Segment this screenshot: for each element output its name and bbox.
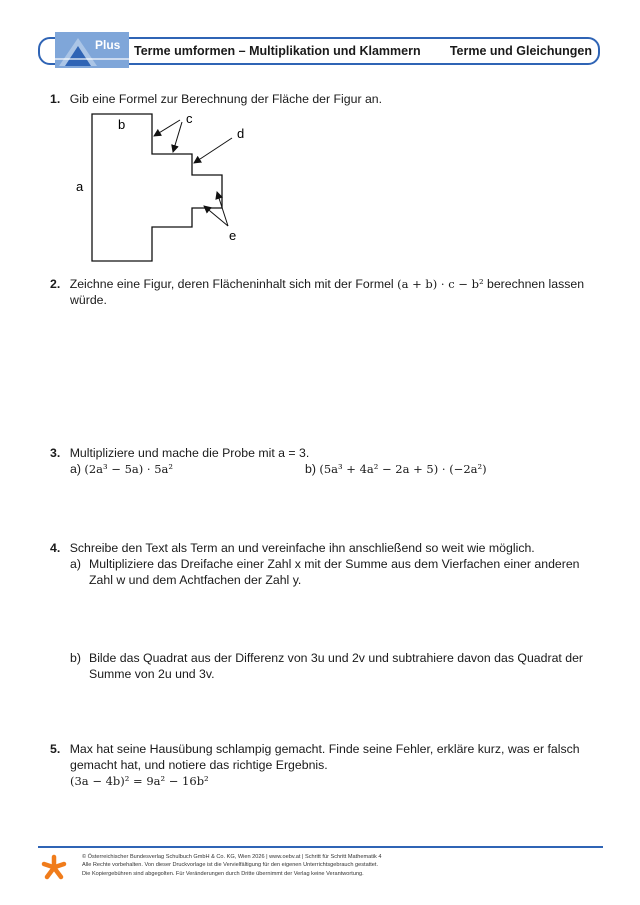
task-text: Multipliziere und mache die Probe mit a = 3. xyxy=(69,446,310,460)
page-title: Terme umformen – Multiplikation und Klammern xyxy=(134,44,421,58)
task-4b-line2: Summe von 2u und 3v. xyxy=(89,667,215,681)
publisher-icon xyxy=(40,853,68,881)
task-number: 2. xyxy=(50,277,61,291)
task-text: Gib eine Formel zur Berechnung der Fläche der Figur an. xyxy=(69,92,383,106)
label-a: a xyxy=(76,179,84,194)
task-number: 4. xyxy=(50,541,61,555)
task-2-line2: würde. xyxy=(70,293,107,307)
task-text-after: berechnen lassen xyxy=(486,277,585,291)
footer-text xyxy=(82,853,381,878)
arrow-c-2 xyxy=(173,122,182,152)
task-number: 5. xyxy=(50,742,61,756)
sub-formula: (5a³ + 4a² − 2a + 5) · (−2a²) xyxy=(319,462,487,476)
arrow-c-1 xyxy=(154,120,180,136)
arrow-d xyxy=(194,138,232,163)
footer-line-3: Die Kopiergebühren sind abgegolten. Für Veränderungen durch Dritte übernimmt der Verlag keine Verantwortung. xyxy=(82,870,364,877)
sub-label: a) xyxy=(70,462,81,476)
task-3 xyxy=(50,445,309,461)
task-3b xyxy=(305,461,487,477)
label-e: e xyxy=(229,228,237,243)
label-c: c xyxy=(186,111,193,126)
task-number: 1. xyxy=(50,92,61,106)
sub-label: b) xyxy=(305,462,316,476)
label-b: b xyxy=(118,117,126,132)
task-4a-label: a) xyxy=(70,557,81,571)
task-4a-line1: Multipliziere das Dreifache einer Zahl x mit der Summe aus dem Vierfachen einer anderen xyxy=(89,557,580,571)
task-5 xyxy=(50,741,580,757)
task-4 xyxy=(50,540,535,556)
page-topic: Terme und Gleichungen xyxy=(449,44,592,58)
task-1 xyxy=(50,91,382,107)
task-4b-label: b) xyxy=(70,651,81,665)
task-text: Max hat seine Hausübung schlampig gemacht. Finde seine Fehler, erkläre kurz, was er falsch xyxy=(69,742,580,756)
task-number: 3. xyxy=(50,446,61,460)
task-4a-line2: Zahl w und dem Achtfachen der Zahl y. xyxy=(89,573,302,587)
task-2 xyxy=(50,276,595,292)
logo-text: Plus xyxy=(95,38,121,52)
footer-line-1: © Österreichischer Bundesverlag Schulbuch GmbH & Co. KG, Wien 2026 | www.oebv.at | Schritt für Schritt Mathematik 4 xyxy=(82,854,382,860)
task-5-line2: gemacht hat, und notiere das richtige Ergebnis. xyxy=(70,758,328,772)
area-figure xyxy=(70,108,260,268)
footer-rule xyxy=(38,846,603,848)
plus-logo xyxy=(55,32,129,68)
task-text: Zeichne eine Figur, deren Flächeninhalt sich mit der Formel xyxy=(69,277,394,291)
task-3a xyxy=(70,461,173,477)
sub-formula: (2a³ − 5a) · 5a² xyxy=(84,462,173,476)
task-5-formula: (3a − 4b)² = 9a² − 16b² xyxy=(70,774,209,788)
label-d: d xyxy=(237,126,245,141)
task-4b-line1: Bilde das Quadrat aus der Differenz von 3u und 2v und subtrahiere davon das Quadrat der xyxy=(89,651,584,665)
task-text: Schreibe den Text als Term an und vereinfache ihn anschließend so weit wie möglich. xyxy=(69,541,535,555)
footer-line-2: Alle Rechte vorbehalten. Von dieser Druckvorlage ist die Vervielfältigung für den eigenen Unterrichtsgebrauch gestattet. xyxy=(82,862,379,869)
task-formula: (a + b) · c − b² xyxy=(397,277,484,291)
figure-outline xyxy=(92,114,222,261)
